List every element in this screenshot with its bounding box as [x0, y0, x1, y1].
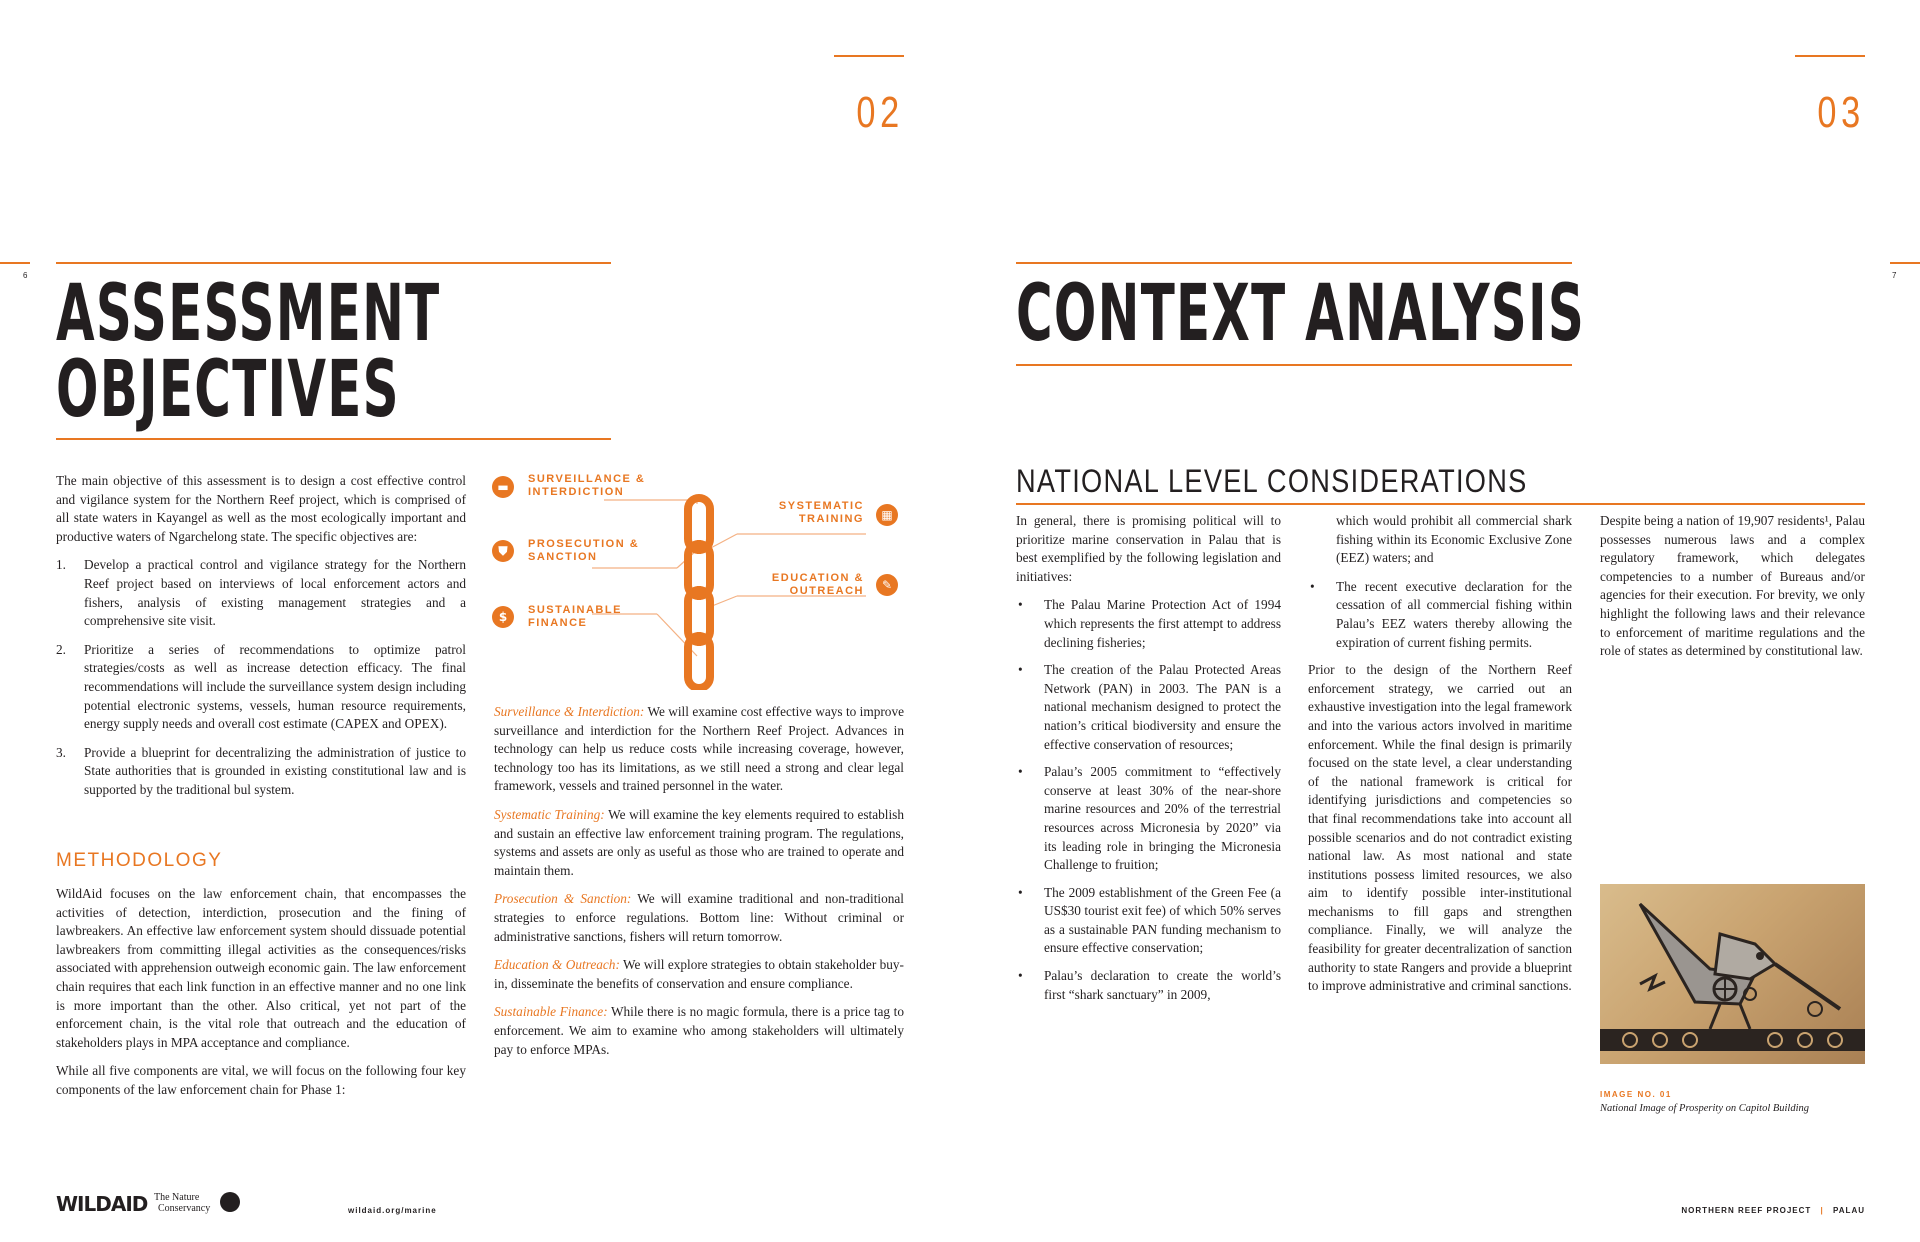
- page-number-right: 7: [1892, 271, 1897, 280]
- context-column-2: [1308, 512, 1572, 1006]
- design-paragraph: Prior to the design of the Northern Reef enforcement strategy, we carried out an exhaustive investigation into the legal framework and into the various actors involved in maritime enforcement. While the final design is primarily focused on the state level, a clear understanding of the national framework is critical for identifying jurisdictions and competencies so that final recommendations take into account all possible scenarios and do not contradict existing national law. As most national and state institutions possess limited resources, we also aim to identify possible inter-institutional mechanisms to fill gaps and strengthen compliance. Finally, we will analyze the feasibility for greater decentralization of sanction authority to state Rangers and provide a blueprint to improve administrative and criminal sanctions.: [1308, 662, 1572, 994]
- footer-url-link[interactable]: wildaid.org/marine: [348, 1206, 437, 1215]
- list-item: • Palau’s declaration to create the world’s first “shark sanctuary” in 2009,: [1018, 968, 1281, 1002]
- list-item: • The 2009 establishment of the Green Fee (a US$30 tourist exit fee) of which 50% serves as a sustainable PAN funding mechanism to ensure effective conservation;: [1018, 884, 1281, 956]
- component-item: Education & Outreach: We will explore strategies to obtain stakeholder buy-in, disseminate the benefits of conservation and ensure compliance.: [494, 957, 904, 991]
- list-item: • Palau’s 2005 commitment to “effectively conserve at least 30% of the near-shore marine resources and 20% of the terrestrial resources across Micronesia by 2020” via its leading role in bringing the Micronesia Challenge to fruition;: [1018, 764, 1281, 873]
- list-item: • The recent executive declaration for the cessation of all commercial fishing within Palau’s EEZ waters thereby allowing the expiration of current fishing permits.: [1310, 578, 1572, 650]
- boat-icon: ▬: [492, 476, 514, 498]
- subheading-rule: [1016, 503, 1865, 505]
- laws-paragraph: Despite being a nation of 19,907 residents¹, Palau possesses numerous laws and a complex regulatory framework, which delegates competencies to a number of Bureaus and/or agencies for their execution. For brevity, we only highlight the following laws and their relevance to enforcement of maritime regulations and the role of states as determined by constitutional law.: [1600, 513, 1865, 659]
- objectives-list: [56, 556, 466, 799]
- capitol-building-image: [1600, 884, 1865, 1064]
- nature-conservancy-logo: The Nature Conservancy: [154, 1192, 211, 1214]
- component-item: Prosecution & Sanction: We will examine traditional and non-traditional strategies to enforce regulations. Bottom line: Without criminal or administrative sanctions, fishers will return tomorrow.: [494, 891, 905, 944]
- page-edge-mark-right: [1890, 262, 1920, 264]
- pencil-icon: ✎: [876, 574, 898, 596]
- chain-label-surveillance: SURVEILLANCE & INTERDICTION: [528, 473, 646, 498]
- components-column: [494, 703, 904, 1069]
- page-number-left: 6: [23, 271, 28, 280]
- title-rule-top-right: [1016, 262, 1572, 264]
- image-caption-text: National Image of Prosperity on Capitol Building: [1600, 1103, 1810, 1114]
- section-number-rule-left: [834, 55, 904, 57]
- page-title-right: CONTEXT ANALYSIS: [1016, 269, 1586, 359]
- globe-icon: [220, 1192, 240, 1212]
- left-column: [56, 472, 466, 810]
- page-title-line2: OBJECTIVES: [56, 345, 400, 435]
- component-item: Surveillance & Interdiction: We will examine cost effective ways to improve surveillance and interdiction for the Northern Reef Project. Advances in technology can help us reduce costs while increasing coverage, however, technology too has its limitations, as we still need a strong and clear legal framework, vessels and trained personnel in the water.: [494, 704, 904, 794]
- presentation-icon: ▦: [876, 504, 898, 526]
- chain-label-outreach: EDUCATION & OUTREACH: [771, 572, 864, 597]
- methodology-paragraph-1: WildAid focuses on the law enforcement chain, that encompasses the activities of detection, interdiction, prosecution and the fining of lawbreakers. An effective law enforcement system should dissuade potential lawbreakers from committing illegal activities as the consequences/risks associated with apprehension outweigh economic gain. The law enforcement chain requires that each link function in an effective manner and no one link is more important than the other. Also critical, yet not part of the enforcement chain, is the vital role that outreach and the education of stakeholders plays in MPA acceptance and compliance.: [56, 886, 466, 1050]
- chain-label-training: SYSTEMATIC TRAINING: [778, 500, 864, 525]
- list-item: • The creation of the Palau Protected Areas Network (PAN) in 2003. The PAN is a national mechanism designed to protect the nation’s critical biodiversity and ensure the effective conservation of resources;: [1018, 662, 1281, 752]
- section-number-right: 03: [1817, 88, 1865, 137]
- list-item: 2. Prioritize a series of recommendations to optimize patrol strategies/costs as well as increase detection efficacy. The final recommendations will include the surveillance system design including potential electronic systems, vessels, human resource requirements, energy supply needs and overall cost estimate (CAPEX and OPEX).: [56, 641, 466, 732]
- image-caption-label: IMAGE NO. 01: [1600, 1090, 1672, 1099]
- methodology-heading: METHODOLOGY: [56, 850, 223, 871]
- title-rule-bottom-right: [1016, 364, 1572, 366]
- dollar-icon: $: [492, 606, 514, 628]
- context-column-3: [1600, 512, 1865, 671]
- component-item: Sustainable Finance: While there is no magic formula, there is a price tag to enforcement. We aim to examine who among stakeholders will ultimately pay to enforce MPAs.: [494, 1004, 904, 1057]
- subheading-national: NATIONAL LEVEL CONSIDERATIONS: [1016, 463, 1528, 499]
- wildaid-logo: WILDAID: [56, 1192, 148, 1216]
- footer-project-name: NORTHERN REEF PROJECT | PALAU: [1681, 1206, 1865, 1215]
- section-number-left: 02: [856, 88, 904, 137]
- title-rule-top-left: [56, 262, 611, 264]
- list-item: 3. Provide a blueprint for decentralizing the administration of justice to State authorities that is grounded in existing constitutional law and is supported by the traditional bul system.: [56, 744, 466, 797]
- methodology-paragraph-2: While all five components are vital, we will focus on the following four key components of the law enforcement chain for Phase 1:: [56, 1063, 466, 1097]
- title-rule-bottom-left: [56, 438, 611, 440]
- continuation-text: which would prohibit all commercial shark fishing within its Economic Exclusive Zone (EEZ) waters; and: [1336, 513, 1572, 566]
- page-title-line1: ASSESSMENT: [56, 269, 441, 359]
- chain-label-finance: SUSTAINABLE FINANCE: [528, 604, 622, 629]
- intro-paragraph: The main objective of this assessment is to design a cost effective control and vigilance system for the Northern Reef project, which is comprised of all state waters in Kayangel as well as the most ecologically important and productive waters of Ngarchelong state. The specific objectives are:: [56, 473, 466, 544]
- bird-artwork-graphic: [1600, 884, 1865, 1064]
- list-item: 1. Develop a practical control and vigilance strategy for the Northern Reef project based on interviews of local enforcement actors and fishers, analysis of existing management strategies and a comprehensive site visit.: [56, 557, 466, 629]
- context-intro: In general, there is promising political will to prioritize marine conservation in Palau that is best exemplified by the following legislation and initiatives:: [1016, 513, 1281, 584]
- page-edge-mark-left: [0, 262, 30, 264]
- section-number-rule-right: [1795, 55, 1865, 57]
- methodology-text: [56, 885, 466, 1110]
- context-column-1: [1016, 512, 1281, 1013]
- component-item: Systematic Training: We will examine the key elements required to establish and sustain an effective law enforcement training program. The regulations, systems and assets are only as useful as those who are trained to operate and maintain them.: [494, 806, 905, 878]
- shield-icon: ⛊: [492, 540, 514, 562]
- chain-label-prosecution: PROSECUTION & SANCTION: [528, 538, 640, 563]
- list-item: • The Palau Marine Protection Act of 1994 which represents the first attempt to address declining fisheries;: [1018, 597, 1281, 650]
- enforcement-chain-diagram: [492, 468, 912, 690]
